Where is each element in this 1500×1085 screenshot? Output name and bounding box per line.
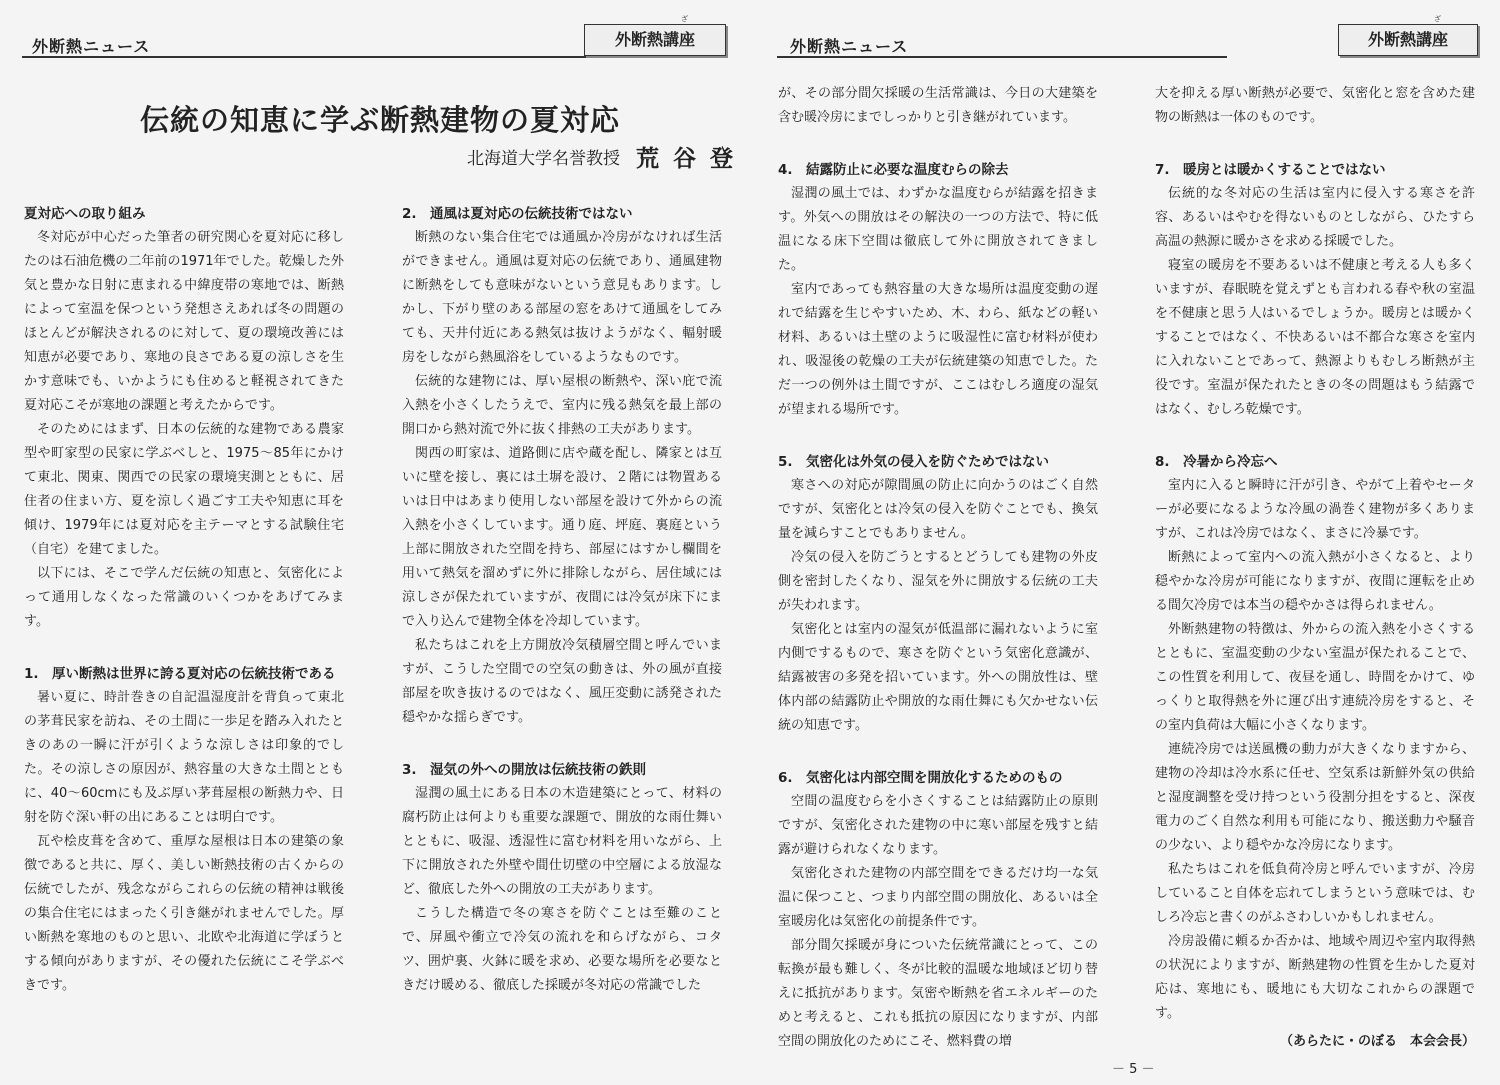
column-2 [402,202,722,998]
section-heading: 3. 湿気の外への開放は伝統技術の鉄則 [402,762,647,778]
paragraph: 断熱によって室内への流入熱が小さくなると、より穏やかな冷房が可能になりますが、夜間に運転を止める間欠冷房では本当の穏やかさは得られません。 [1155,550,1475,613]
article-title: 伝統の知恵に学ぶ断熱建物の夏対応 [140,103,621,137]
paragraph: 湿潤の風土にある日本の木造建築にとって、材料の腐朽防止は何よりも重要な課題で、開放的な雨仕舞いとともに、吸湿、透湿性に富む材料を用いながら、上下に開放された外壁や間仕切壁の中空層による放湿など、徹底した外への開放の工夫があります。 [402,786,722,897]
paragraph: 室内に入ると瞬時に汗が引き、やがて上着やセーターが必要になるような冷風の渦巻く建物が多くありますが、これは冷房ではなく、まさに冷暴です。 [1155,478,1475,541]
running-header-right: 外断熱ニュース [790,37,909,56]
paragraph: 湿潤の風土では、わずかな温度むらが結露を招きます。外気への開放はその解決の一つの方法で、特に低温になる床下空間は徹底して外に開放されてきました。 [778,186,1098,273]
page-number: － 5 － [1112,1062,1155,1077]
paragraph: 冷房設備に頼るか否かは、地域や周辺や室内取得熱の状況によりますが、断熱建物の性質を生かした夏対応は、寒地にも、暖地にも大切なこれからの課題です。 [1155,934,1475,1021]
paragraph: が、その部分間欠採暖の生活常識は、今日の大建築を含む暖冷房にまでしっかりと引き継がれています。 [778,86,1098,125]
paragraph: 気密化とは室内の湿気が低温部に漏れないように室内側でするもので、寒さを防ぐという気密化意識が、結露被害の多発を招いています。外への開放性は、壁体内部の結露防止や開放的な雨仕舞にも欠かせない伝統の知恵です。 [778,622,1098,733]
paragraph: そのためにはまず、日本の伝統的な建物である農家型や町家型の民家に学ぶべしと、1975～85年にかけて東北、関東、関西での民家の環境実測とともに、居住者の住まい方、夏を涼しく過ごす工夫や知恵に耳を傾け、1979年には夏対応を主テーマとする試験住宅（自宅）を建てました。 [24,422,344,557]
paragraph: 関西の町家は、道路側に店や蔵を配し、隣家とは互いに壁を接し、裏には土塀を設け、２階には物置あるいは日中はあまり使用しない部屋を設けて外からの流入熱を小さくしています。通り庭、坪庭、裏庭という上部に開放された空間を持ち、部屋にはすかし欄間を用いて熱気を溜めずに外に排除しながら、居住域には涼しさが保たれていますが、夜間には冷気が床下にまで入り込んで建物全体を冷却しています。 [402,446,722,629]
paragraph: 連続冷房では送風機の動力が大きくなりますから、建物の冷却は冷水系に任せ、空気系は新鮮外気の供給と湿度調整を受け持つという役割分担をすると、深夜電力のごく自然な利用も可能になり、搬送動力や騒音の少ない、より穏やかな冷房になります。 [1155,742,1475,853]
section-heading: 夏対応への取り組み [24,206,146,222]
series-label-right: 外断熱講座 [1367,30,1448,49]
paragraph: 大を抑える厚い断熱が必要で、気密化と窓を含めた建物の断熱は一体のものです。 [1155,86,1475,125]
paragraph: 断熱のない集合住宅では通風か冷房がなければ生活ができません。通風は夏対応の伝統であり、通風建物に断熱をしても意味がないという意見もあります。しかし、下がり壁のある部屋の窓をあけて通風をしてみても、天井付近にある熱気は抜けようがなく、輻射暖房をしながら熱風浴をしているようなものです。 [402,230,722,365]
column-4 [1155,82,1475,1054]
section-heading: 6. 気密化は内部空間を開放化するためのもの [778,770,1063,786]
header-rule-right [777,56,1227,58]
paragraph: 外断熱建物の特徴は、外からの流入熱を小さくするとともに、室温変動の少ない室温が保たれることで、この性質を利用して、夜昼を通し、時間をかけて、ゆっくりと取得熱を外に運び出す連続冷房をすると、その室内負荷は大幅に小さくなります。 [1155,622,1475,733]
paragraph: 部分間欠採暖が身についた伝統常識にとって、この転換が最も難しく、冬が比較的温暖な地域ほど切り替えに抵抗があります。気密や断熱を省エネルギーのためと考えると、これも抵抗の原因になりますが、内部空間の開放化のためにこそ、燃料費の増 [778,938,1098,1049]
column-1 [24,202,344,998]
paragraph: 伝統的な建物には、厚い屋根の断熱や、深い庇で流入熱を小さくしたうえで、室内に残る熱気を最上部の開口から熱対流で外に抜く排熱の工夫があります。 [402,374,722,437]
paragraph: 気密化された建物の内部空間をできるだけ均一な気温に保つこと、つまり内部空間の開放化、あるいは全室暖房化は気密化の前提条件です。 [778,866,1098,929]
header-rule-left [22,56,725,58]
paragraph: 以下には、そこで学んだ伝統の知恵と、気密化によって通用しなくなった常識のいくつかをあげてみます。 [24,566,344,629]
paragraph: 伝統的な冬対応の生活は室内に侵入する寒さを許容、あるいはやむを得ないものとしながら、ひたすら高温の熱源に暖かさを求める採暖でした。 [1155,186,1475,249]
section-heading: 1. 厚い断熱は世界に誇る夏対応の伝統技術である [24,666,336,682]
series-ruby-right: ざ [1434,15,1441,23]
section-heading: 4. 結露防止に必要な温度むらの除去 [778,162,1009,178]
series-ruby-left: ざ [681,15,688,23]
author-affiliation: 北海道大学名誉教授 [467,149,620,169]
paragraph: 私たちはこれを低負荷冷房と呼んでいますが、冷房していること自体を忘れてしまうという意味では、むしろ冷忘と書くのがふさわしいかもしれません。 [1155,862,1475,925]
author-name: 荒谷登 [636,146,747,172]
paragraph: 暑い夏に、時計巻きの自記温湿度計を背負って東北の茅葺民家を訪ね、その土間に一歩足を踏み入れたときのあの一瞬に汗が引くような涼しさは印象的でした。その涼しさの原因が、熱容量の大きな土間とともに、40～60cmにも及ぶ厚い茅葺屋根の断熱力や、日射を防ぐ深い軒の出にあることは明白です。 [24,690,344,825]
paragraph: 私たちはこれを上方開放冷気積層空間と呼んでいますが、こうした空間での空気の動きは、外の風が直接部屋を吹き抜けるのではなく、風圧変動に誘発された穏やかな揺らぎです。 [402,638,722,725]
paragraph: 室内であっても熱容量の大きな場所は温度変動の遅れで結露を生じやすいため、木、わら、紙などの軽い材料、あるいは土壁のように吸湿性に富む材料が使われ、吸湿後の乾燥の工夫が伝統建築の知恵でした。ただ一つの例外は土間ですが、ここはむしろ適度の湿気が望まれる場所です。 [778,282,1098,417]
series-label-left: 外断熱講座 [614,30,695,49]
right-page [750,0,1500,1085]
section-heading: 2. 通風は夏対応の伝統技術ではない [402,206,633,222]
series-label-box-right [1338,15,1478,56]
paragraph: 空間の温度むらを小さくすることは結露防止の原則ですが、気密化された建物の中に寒い部屋を残すと結露が避けられなくなります。 [778,794,1098,857]
paragraph: 冬対応が中心だった筆者の研究関心を夏対応に移したのは石油危機の二年前の1971年でした。乾燥した外気と豊かな日射に恵まれる中緯度帯の寒地では、断熱によって室温を保つという発想さえあれば冬の問題のほとんどが解決されるのに対して、夏の環境改善には知恵が必要であり、寒地の良さである夏の涼しさを生かす意味でも、いかようにも住めると軽視されてきた夏対応こそが寒地の課題と考えたからです。 [24,230,344,413]
paragraph: 瓦や桧皮葺を含めて、重厚な屋根は日本の建築の象徴であると共に、厚く、美しい断熱技術の古くからの伝統でしたが、残念ながらこれらの伝統の精神は戦後の集合住宅にはまったく引き継がれませんでした。厚い断熱を寒地のものと思い、北欧や北海道に学ぼうとする傾向がありますが、その優れた伝統にこそ学ぶべきです。 [24,834,344,993]
column-3 [778,82,1098,1054]
paragraph: 冷気の侵入を防ごうとするとどうしても建物の外皮側を密封したくなり、湿気を外に開放する伝統の工夫が失われます。 [778,550,1098,613]
section-heading: 5. 気密化は外気の侵入を防ぐためではない [778,454,1050,470]
section-heading: 8. 冷暑から冷忘へ [1155,454,1278,470]
running-header-left: 外断熱ニュース [32,37,151,56]
author-signature: （あらたに・のぼる 本会会長） [1279,1034,1475,1049]
series-label-box-left [584,15,726,56]
paragraph: 寝室の暖房を不要あるいは不健康と考える人も多くいますが、春眠暁を覚えずとも言われる春や秋の室温を不健康と思う人はいるでしょうか。暖房とは暖かくすることではなく、不快あるいは不都合な寒さを室内に入れないことであって、熱源よりもむしろ断熱が主役です。室温が保たれたときの冬の問題はもう結露ではなく、むしろ乾燥です。 [1155,258,1475,417]
paragraph: 寒さへの対応が隙間風の防止に向かうのはごく自然ですが、気密化とは冷気の侵入を防ぐことでも、換気量を減らすことでもありません。 [778,478,1098,541]
paragraph: こうした構造で冬の寒さを防ぐことは至難のことで、屏風や衝立で冷気の流れを和らげながら、コタツ、囲炉裏、火鉢に暖を求め、必要な場所を必要なときだけ暖める、徹底した採暖が冬対応の常識でした [402,906,722,993]
section-heading: 7. 暖房とは暖かくすることではない [1155,162,1386,178]
